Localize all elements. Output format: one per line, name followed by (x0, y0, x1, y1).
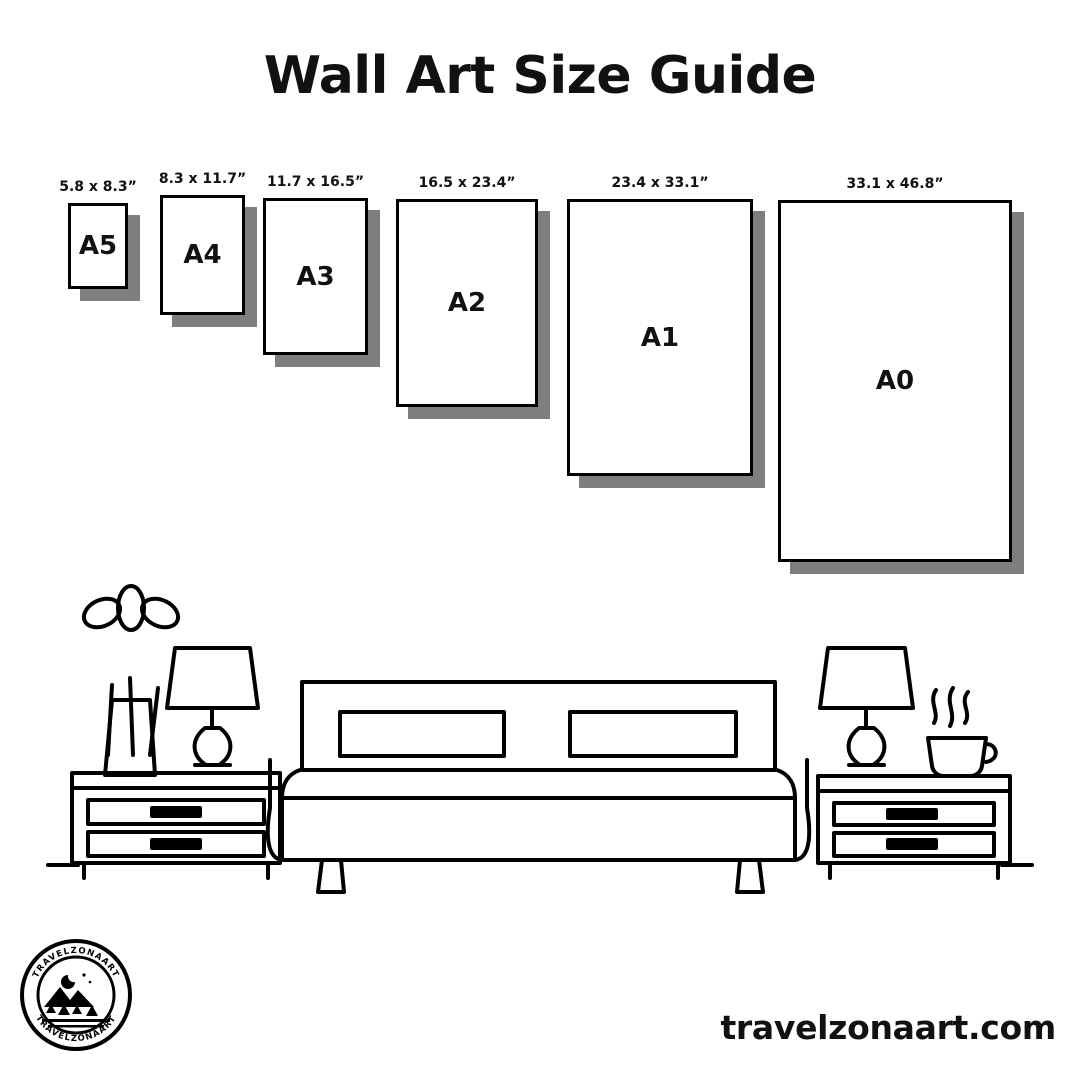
left-nightstand (72, 773, 280, 878)
frame-group (396, 175, 538, 407)
frame-size-label: A3 (296, 261, 335, 292)
frame-dimensions-label: 33.1 x 46.8” (846, 176, 944, 192)
frame-dimensions-label: 16.5 x 23.4” (418, 175, 516, 191)
right-nightstand (818, 776, 1010, 878)
frame-dimensions-label: 5.8 x 8.3” (59, 179, 137, 195)
bedroom-scene (0, 560, 1080, 920)
left-lamp (167, 648, 258, 765)
frame-size-label: A0 (875, 366, 915, 396)
plant-vase (79, 586, 182, 775)
frame-size-label: A1 (640, 322, 680, 353)
frame-dimensions-label: 23.4 x 33.1” (611, 175, 709, 191)
bed (268, 682, 809, 892)
frame-size-label: A2 (447, 288, 487, 318)
frame-dimensions-label: 11.7 x 16.5” (266, 174, 365, 190)
frame-a5[interactable] (68, 203, 128, 289)
frame-a1[interactable] (567, 199, 753, 476)
frame-dimensions-label: 8.3 x 11.7” (158, 171, 247, 187)
frame-group (567, 175, 753, 476)
frame-group (59, 179, 137, 289)
frame-a3[interactable] (263, 198, 368, 355)
frame-a0[interactable] (778, 200, 1012, 562)
frame-size-label: A5 (78, 231, 118, 261)
page-title: Wall Art Size Guide (263, 46, 817, 106)
frame-group (263, 174, 368, 355)
svg-text:TRAVELZONAART: TRAVELZONAART (31, 945, 121, 980)
coffee-mug (916, 688, 1000, 776)
website-url: travelzonaart.com (720, 1008, 1056, 1047)
frame-group (158, 171, 247, 315)
frame-size-label: A4 (183, 240, 222, 270)
frame-group (778, 176, 1012, 562)
frame-a4[interactable] (160, 195, 245, 315)
brand-logo (16, 935, 136, 1055)
right-lamp (820, 648, 913, 765)
svg-text:TRAVELZONAART: TRAVELZONAART (33, 1013, 119, 1045)
frame-a2[interactable] (396, 199, 538, 407)
